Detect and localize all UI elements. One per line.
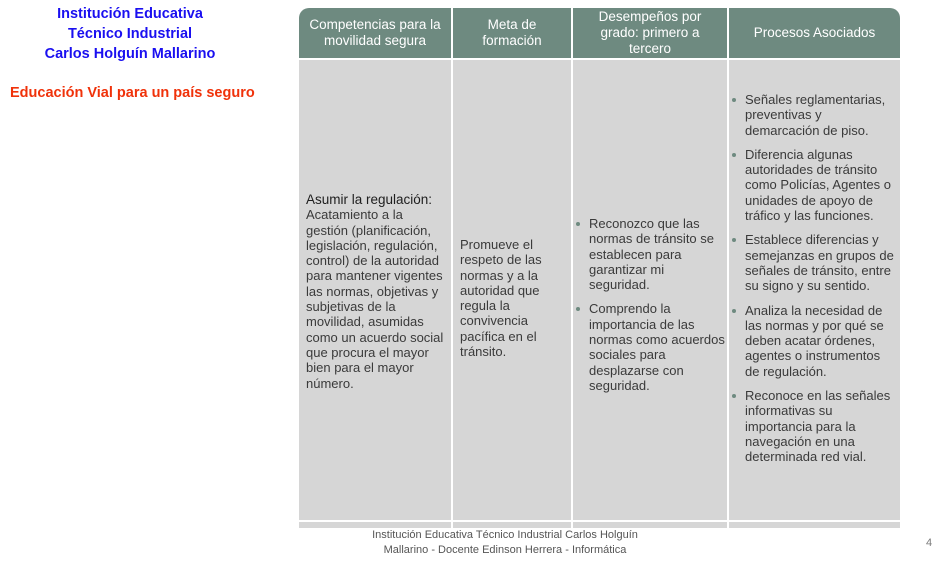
cell-competencia [306, 192, 448, 391]
institution-line: Carlos Holguín Mallarino [44, 46, 216, 62]
column-divider [451, 8, 453, 528]
list-item: Reconozco que las normas de tránsito se establecen para garantizar mi seguridad. [575, 216, 725, 292]
cell-meta: Promueve el respeto de las normas y a la autoridad que regula la convivencia pacífica en el tránsito. [460, 237, 542, 360]
bullet-icon [732, 238, 736, 242]
bullet-icon [732, 153, 736, 157]
footer-line: Mallarino - Docente Edinson Herrera - Informática [383, 544, 627, 556]
cell-procesos [731, 92, 897, 474]
footer-line: Institución Educativa Técnico Industrial Carlos Holguín [372, 529, 638, 541]
cell-desempenos [575, 216, 725, 402]
bullet-icon [576, 222, 580, 226]
list-item: Comprendo la importancia de las normas como acuerdos sociales para desplazarse con seguridad. [575, 301, 725, 393]
column-header-procesos: Procesos Asociados [753, 25, 876, 40]
list-item: Reconoce en las señales informativas su importancia para la navegación en una determinada red vial. [731, 388, 897, 464]
page-number: 4 [926, 537, 933, 549]
column-header-competencias: Competencias para la movilidad segura [309, 17, 441, 48]
competencia-text: Acatamiento a la gestión (planificación, legislación, regulación, control) de la autoridad para mantener vigentes las normas, objetivas y subjetivas de la movilidad, asumidas como un acuerdo social que procura el mayor bien para el mayor número. [306, 207, 444, 391]
table-header-row [299, 8, 900, 58]
column-header-meta: Meta de formación [482, 17, 542, 48]
competencia-heading: Asumir la regulación: [306, 192, 433, 207]
column-header-desempenos: Desempeños por grado: primero a tercero [598, 9, 702, 56]
bullet-icon [732, 394, 736, 398]
list-item: Señales reglamentarias, preventivas y demarcación de piso. [731, 92, 897, 138]
institution-line: Institución Educativa [57, 6, 203, 22]
list-item: Establece diferencias y semejanzas en grupos de señales de tránsito, entre su signo y su sentido. [731, 232, 897, 293]
institution-title [0, 4, 260, 64]
column-divider [727, 8, 729, 528]
bullet-icon [732, 309, 736, 313]
footer-credits [310, 528, 700, 558]
list-item: Analiza la necesidad de las normas y por qué se deben acatar órdenes, agentes o instrumentos de regulación. [731, 303, 897, 379]
list-item: Diferencia algunas autoridades de tránsito como Policías, Agentes o unidades de apoyo de tráfico y las funciones. [731, 147, 897, 223]
bullet-icon [732, 98, 736, 102]
bullet-icon [576, 307, 580, 311]
competency-table [299, 8, 900, 528]
slide-subtitle: Educación Vial para un país seguro [10, 85, 255, 101]
institution-line: Técnico Industrial [67, 26, 193, 42]
